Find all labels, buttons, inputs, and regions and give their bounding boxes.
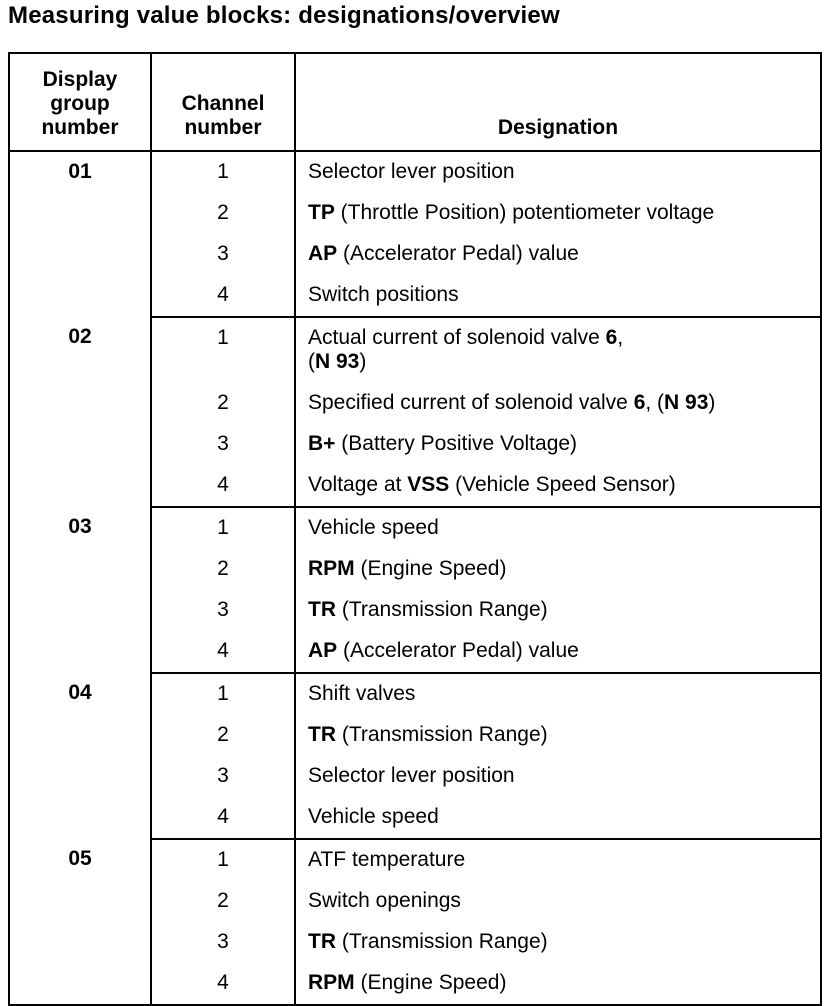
designation-text: (Battery Positive Voltage): [335, 432, 578, 455]
channel-number: 4: [151, 465, 295, 507]
designation-text: (Transmission Range): [336, 930, 548, 953]
designation: [295, 549, 821, 590]
designation-text: (Vehicle Speed Sensor): [449, 473, 676, 496]
designation-abbreviation: TR: [308, 723, 336, 746]
designation: [295, 839, 821, 881]
designation: [295, 151, 821, 193]
channel-number: 1: [151, 839, 295, 881]
display-group-number: 03: [68, 515, 92, 538]
channel-number: 4: [151, 631, 295, 673]
designation: [295, 275, 821, 317]
designation-text: (Engine Speed): [354, 971, 507, 994]
designation-line: [308, 350, 816, 374]
channel-number: 1: [151, 507, 295, 549]
designation-text: (: [308, 350, 315, 373]
designation-abbreviation: AP: [308, 242, 338, 265]
designation-text: Voltage at: [308, 473, 408, 496]
designation-text: ): [359, 350, 367, 373]
designation: [295, 715, 821, 756]
designation: [295, 673, 821, 715]
header-display-group-number: [9, 53, 151, 151]
designation-text: , (: [645, 391, 665, 414]
channel-number: 3: [151, 756, 295, 797]
designation-abbreviation: 6: [633, 391, 646, 414]
designation-text: (Accelerator Pedal) value: [337, 242, 579, 265]
channel-number: 3: [151, 234, 295, 275]
designation-abbreviation: RPM: [308, 971, 355, 994]
designation-text: (Throttle Position) potentiometer voltage: [334, 201, 715, 224]
channel-number: 3: [151, 424, 295, 465]
table-row: [9, 839, 821, 881]
header-group-line: Display: [42, 68, 118, 91]
designation-abbreviation: VSS: [407, 473, 450, 496]
header-row: [9, 53, 821, 151]
header-group-line: group: [50, 92, 110, 115]
channel-number: 4: [151, 275, 295, 317]
measuring-value-blocks-table: [8, 52, 822, 1006]
designation-abbreviation: B+: [308, 432, 336, 455]
designation: [295, 881, 821, 922]
designation-text: (Engine Speed): [354, 557, 507, 580]
designation-text: ,: [617, 326, 624, 349]
designation-text: (Accelerator Pedal) value: [337, 639, 579, 662]
channel-number: 2: [151, 549, 295, 590]
display-group-number: 02: [68, 325, 92, 348]
designation: [295, 465, 821, 507]
channel-number: 1: [151, 151, 295, 193]
channel-number: 1: [151, 673, 295, 715]
designation-abbreviation: TR: [308, 930, 336, 953]
table-row: [9, 673, 821, 715]
channel-number: 2: [151, 383, 295, 424]
table-row: [9, 151, 821, 193]
designation-text: (Transmission Range): [336, 598, 548, 621]
channel-number: 2: [151, 715, 295, 756]
page-title: Measuring value blocks: designations/overview: [8, 2, 560, 29]
header-channel-number: [151, 53, 295, 151]
display-group-number: 05: [68, 847, 92, 870]
designation: [295, 590, 821, 631]
designation-abbreviation: RPM: [308, 557, 355, 580]
designation-text: (Transmission Range): [336, 723, 548, 746]
table-body: [9, 151, 821, 1005]
designation-text: Selector lever position: [308, 160, 515, 183]
designation-text: Shift valves: [308, 682, 416, 705]
designation: [295, 963, 821, 1005]
channel-number: 3: [151, 590, 295, 631]
channel-number: 3: [151, 922, 295, 963]
designation-text: ): [708, 391, 716, 414]
designation-text: Actual current of solenoid valve: [308, 326, 606, 349]
display-group-number: 01: [68, 160, 92, 183]
designation-abbreviation: TR: [308, 598, 336, 621]
designation-line: [308, 326, 816, 350]
designation-abbreviation: TP: [308, 201, 335, 224]
designation-abbreviation: AP: [308, 639, 338, 662]
display-group-number: 04: [68, 681, 92, 704]
designation-text: Vehicle speed: [308, 805, 439, 828]
designation-text: Switch openings: [308, 889, 461, 912]
designation-abbreviation: 6: [605, 326, 618, 349]
designation-text: Switch positions: [308, 283, 459, 306]
designation-abbreviation: N 93: [315, 350, 360, 373]
header-channel-line: number: [184, 116, 262, 139]
channel-number: 1: [151, 317, 295, 383]
channel-number: 4: [151, 963, 295, 1005]
table-row: [9, 507, 821, 549]
designation: [295, 193, 821, 234]
designation: [295, 756, 821, 797]
header-channel-line: Channel: [181, 92, 265, 115]
designation: [295, 383, 821, 424]
channel-number: 2: [151, 881, 295, 922]
designation: [295, 234, 821, 275]
designation: [295, 507, 821, 549]
designation: [295, 922, 821, 963]
designation: [295, 631, 821, 673]
designation: [295, 424, 821, 465]
designation: [295, 797, 821, 839]
header-group-line: number: [41, 116, 119, 139]
designation-text: Vehicle speed: [308, 516, 439, 539]
designation-text: Selector lever position: [308, 764, 515, 787]
designation: [295, 317, 821, 383]
designation-text: Specified current of solenoid valve: [308, 391, 634, 414]
channel-number: 4: [151, 797, 295, 839]
designation-text: ATF temperature: [308, 848, 466, 871]
header-designation: Designation: [295, 53, 821, 151]
table-row: [9, 317, 821, 383]
designation-abbreviation: N 93: [664, 391, 709, 414]
channel-number: 2: [151, 193, 295, 234]
